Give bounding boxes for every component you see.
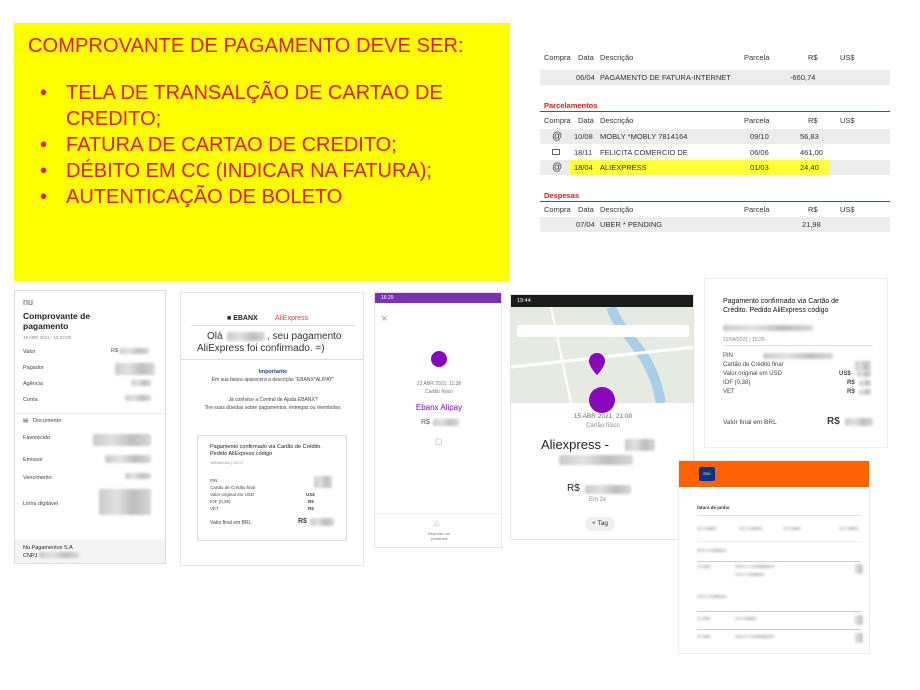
field-label: Valor <box>23 349 36 355</box>
card-label: PIN <box>723 353 734 359</box>
merchant-name: Ebanx Alipay <box>415 403 463 412</box>
final-label: Valor final em BRL <box>723 419 777 426</box>
map-search-bar[interactable] <box>517 325 689 337</box>
report-problem-link[interactable]: Reportar um problema <box>427 531 451 541</box>
redacted <box>131 380 151 386</box>
warning-icon[interactable]: △ <box>434 520 440 527</box>
footer-company: Nu Pagamentos S.A <box>23 545 73 551</box>
field-label: Vencimento <box>23 475 52 481</box>
card-date: 22/04/2021 | 15:25 <box>723 337 765 343</box>
col-us: US$ <box>840 53 855 62</box>
redacted <box>735 635 775 638</box>
row-parcela: 06/06 <box>750 148 769 157</box>
row-parcela: 01/03 <box>750 163 769 172</box>
ebanx-email <box>180 292 364 566</box>
nubank-logo: nu <box>23 297 34 307</box>
field-label: Favorecido <box>23 435 51 441</box>
card-value: R$ <box>847 380 855 386</box>
at-icon: @ <box>552 131 563 142</box>
payment-confirmation-card <box>704 278 888 448</box>
status-time: 19:44 <box>517 298 531 304</box>
divider <box>375 513 502 514</box>
final-value: R$ <box>298 518 307 525</box>
redacted <box>227 332 265 341</box>
col-rs: R$ <box>808 116 818 125</box>
redacted <box>859 389 871 395</box>
col-descricao: Descrição <box>600 205 634 214</box>
note-list <box>28 80 496 210</box>
redacted <box>845 418 873 426</box>
redacted <box>735 565 775 568</box>
transaction-date: 15 ABR 2021, 21:00 <box>573 413 633 420</box>
row-amount: 56,83 <box>800 132 819 141</box>
greeting: Olá <box>207 331 223 342</box>
redacted <box>855 564 863 574</box>
card-value: R$ <box>308 499 314 504</box>
status-bar <box>375 293 502 303</box>
shop-icon <box>431 351 447 367</box>
redacted <box>585 485 631 494</box>
redacted <box>763 353 833 359</box>
card-label: PIN <box>210 478 218 483</box>
card-date: 19/04/2021 | 03:17 <box>210 460 244 465</box>
field-label: Emissor <box>23 457 43 463</box>
nubank-app-transaction <box>374 292 502 548</box>
col-us: US$ <box>840 205 855 214</box>
statement-title: fatura de junho <box>697 505 730 510</box>
col-data: Data <box>578 53 594 62</box>
important-heading: Importante <box>258 369 288 375</box>
nubank-receipt <box>14 290 166 564</box>
redacted <box>697 617 711 620</box>
final-label: Valor final em BRL <box>210 520 252 526</box>
receipt-title: Comprovante de pagamento <box>23 311 91 331</box>
redacted <box>859 380 871 386</box>
row-description: ALIEXPRESS <box>600 163 647 172</box>
final-value: R$ <box>827 416 840 427</box>
row-date: 07/04 <box>576 220 595 229</box>
ebanx-brand: EBANX <box>233 315 258 322</box>
col-parcela: Parcela <box>744 53 770 62</box>
row-amount: -660,74 <box>790 73 816 82</box>
divider <box>15 413 166 414</box>
status-bar <box>511 295 694 307</box>
receipt-icon[interactable]: ▢ <box>435 437 443 446</box>
card-label: Cartão de Crédito final <box>210 485 256 490</box>
card-value: R$ <box>847 389 855 395</box>
redacted <box>697 595 727 598</box>
ebanx-logo: ■ EBANX <box>227 315 258 322</box>
statement-header <box>540 50 890 65</box>
card-label: IOF (0,38) <box>723 380 751 386</box>
col-descricao: Descrição <box>600 53 634 62</box>
col-compra: Compra <box>544 116 571 125</box>
redacted <box>735 617 757 620</box>
note-item: • FATURA DE CARTAO DE CREDITO; <box>28 132 496 158</box>
redacted <box>735 573 765 576</box>
merchant-name: Aliexpress - <box>541 437 609 452</box>
note-title: COMPROVANTE DE PAGAMENTO DEVE SER: <box>28 35 464 57</box>
section-parcelamentos: Parcelamentos <box>544 101 598 110</box>
redacted <box>99 489 151 515</box>
despesas-header <box>540 202 890 217</box>
card-title: Pagamento confirmado via Cartão de Crédito. Pedido AliExpress código <box>210 444 322 457</box>
help-text: Tire suas dúvidas sobre pagamentos, entregas ou reembolso. <box>204 405 342 411</box>
payment-card <box>197 435 347 541</box>
field-value: R$ <box>111 348 119 354</box>
col-descricao: Descrição <box>600 116 634 125</box>
shop-icon <box>589 387 615 413</box>
card-label: Valor original em USD <box>210 492 255 497</box>
redacted <box>115 363 155 375</box>
divider <box>723 345 873 346</box>
statement-row-highlighted <box>540 160 890 175</box>
redacted <box>310 518 334 526</box>
itau-statement <box>678 460 870 654</box>
card-label: IOF (0,38) <box>210 499 231 504</box>
field-label: Agência <box>23 381 43 387</box>
row-description: UBER * PENDING <box>600 220 663 229</box>
itau-logo: itaú <box>699 467 715 481</box>
row-amount: 461,00 <box>800 148 823 157</box>
document-icon: ▤ <box>23 418 29 424</box>
card-label: VET <box>210 506 219 511</box>
redacted <box>314 476 332 488</box>
statement-row <box>540 145 890 160</box>
row-date: 18/04 <box>574 163 593 172</box>
close-icon[interactable]: × <box>381 313 388 325</box>
redacted <box>93 434 151 446</box>
redacted <box>625 439 655 451</box>
note-item: • TELA DE TRANSALÇÃO DE CARTAO DE CREDITO; <box>28 80 496 132</box>
card-title: Pagamento confirmado via Cartão de Crédito. Pedido AliExpress código <box>723 298 839 314</box>
card-label: VET <box>723 389 735 395</box>
row-amount: 21,98 <box>802 220 821 229</box>
redacted <box>697 527 717 530</box>
add-tag-button[interactable]: + Tag <box>585 517 615 531</box>
divider <box>697 561 861 562</box>
redacted <box>125 473 151 479</box>
col-us: US$ <box>840 116 855 125</box>
parcelamentos-header <box>540 113 890 128</box>
row-description: FELICITA COMERCIO DE <box>600 148 688 157</box>
note-item: • DÉBITO EM CC (INDICAR NA FATURA); <box>28 158 496 184</box>
divider <box>191 325 355 326</box>
section-despesas: Despesas <box>544 191 580 200</box>
redacted <box>697 549 727 552</box>
highlight <box>570 160 740 175</box>
redacted <box>39 552 79 558</box>
col-parcela: Parcela <box>744 205 770 214</box>
redacted <box>855 633 863 643</box>
redacted <box>697 635 711 638</box>
payment-method: Cartão físico <box>586 423 620 429</box>
card-label: Cartão de Crédito final <box>723 362 784 368</box>
transaction-date: 23 ABR 2021, 11:38 <box>416 381 462 387</box>
card-value: US$ <box>306 492 315 497</box>
col-rs: R$ <box>808 53 818 62</box>
status-time: 16:29 <box>381 295 394 301</box>
help-link[interactable]: Já conhece a Central de Ajuda EBANX? <box>228 397 318 403</box>
col-rs: R$ <box>808 205 818 214</box>
redacted <box>433 419 459 426</box>
row-parcela: 09/10 <box>750 132 769 141</box>
card-value: R$ <box>308 506 314 511</box>
receipt-date: 19 ABR 2021 - 15:23:09 <box>23 335 72 340</box>
greeting: AliExpress foi confirmado. =) <box>197 343 325 354</box>
redacted <box>739 527 763 530</box>
card-label: Valor original em USD <box>723 371 782 377</box>
row-date: 10/08 <box>574 132 593 141</box>
divider <box>181 359 364 360</box>
installments: Em 2x <box>589 497 607 503</box>
row-date: 06/04 <box>576 73 595 82</box>
field-label: Pagador <box>23 365 44 371</box>
col-data: Data <box>578 205 594 214</box>
redacted <box>783 527 801 530</box>
divider <box>697 541 861 542</box>
col-data: Data <box>578 116 594 125</box>
statement-row <box>540 129 890 144</box>
divider <box>697 515 861 516</box>
field-label: Conta <box>23 397 38 403</box>
note-item: • AUTENTICAÇÃO DE BOLETO <box>28 184 496 210</box>
col-compra: Compra <box>544 205 571 214</box>
important-text: Em sua fatura aparecerá a descrição "EBANX*ALIPAY" <box>211 377 335 383</box>
redacted <box>839 527 859 530</box>
statement-row <box>540 217 890 232</box>
receipt-footer <box>15 539 166 564</box>
col-parcela: Parcela <box>744 116 770 125</box>
col-compra: Compra <box>544 53 571 62</box>
aliexpress-app-transaction <box>510 294 694 540</box>
amount: R$ <box>421 419 430 426</box>
redacted <box>857 371 871 377</box>
redacted <box>855 361 871 371</box>
redacted <box>697 565 711 568</box>
redacted <box>855 615 863 625</box>
row-description: MOBLY *MOBLY 7814164 <box>600 132 688 141</box>
payment-method: Cartão físico <box>424 389 454 395</box>
field-label: Linha digitável <box>23 501 59 507</box>
at-icon: @ <box>552 162 563 173</box>
row-amount: 24,40 <box>800 163 819 172</box>
divider <box>697 611 861 612</box>
instruction-note <box>14 23 510 281</box>
aliexpress-brand: AliExpress <box>275 315 309 322</box>
divider <box>697 629 861 630</box>
statement-row <box>540 70 890 85</box>
divider <box>540 111 890 112</box>
card-value: US$ <box>839 371 851 377</box>
redacted <box>105 455 151 463</box>
section-label: Documento <box>33 418 62 424</box>
greeting: , seu pagamento <box>267 331 342 342</box>
amount: R$ <box>567 483 580 494</box>
card-icon <box>552 149 560 155</box>
card-statement <box>540 50 890 232</box>
redacted <box>559 455 633 465</box>
redacted <box>119 348 149 354</box>
row-date: 18/11 <box>574 148 593 157</box>
row-description: PAGAMENTO DE FATURA-INTERNET <box>600 73 731 82</box>
footer-cnpj: CNPJ <box>23 553 38 559</box>
redacted <box>723 325 813 331</box>
redacted <box>125 395 151 401</box>
